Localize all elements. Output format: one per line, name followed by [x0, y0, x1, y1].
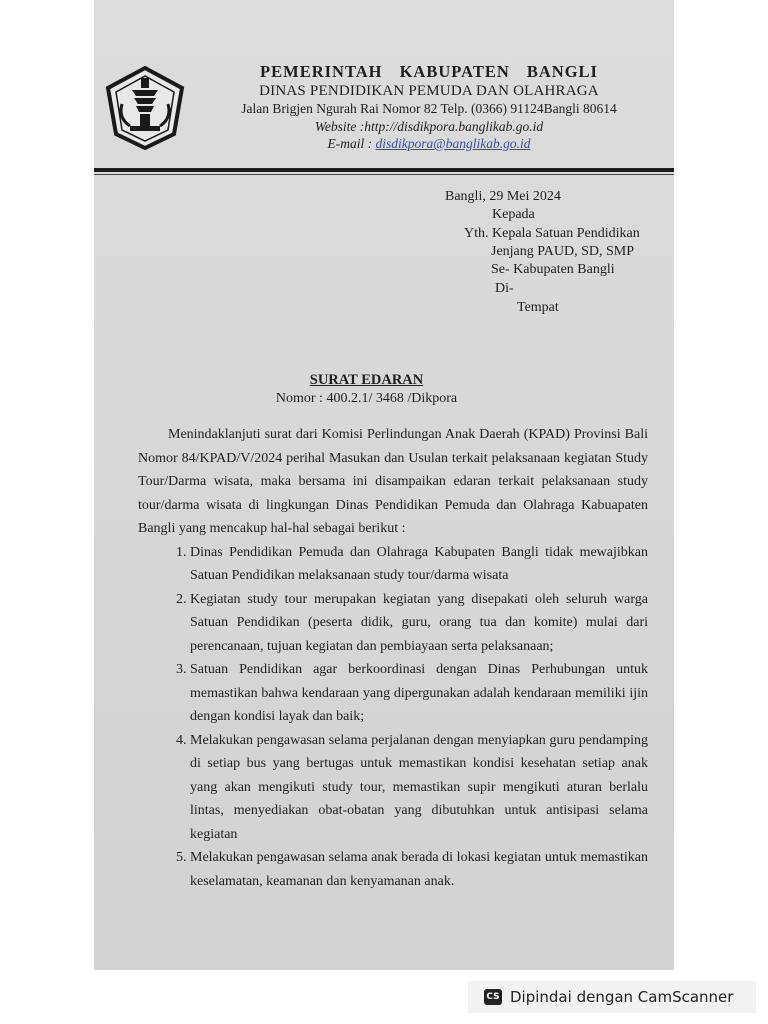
letter-body	[138, 423, 648, 893]
addressee-yth: Yth. Kepala Satuan Pendidikan	[464, 226, 640, 241]
letterhead-divider-thick	[94, 168, 674, 172]
email-link[interactable]: disdikpora@banglikab.go.id	[375, 136, 531, 151]
agency-name: DINAS PENDIDIKAN PEMUDA DAN OLAHRAGA	[259, 83, 599, 99]
circular-title-block	[94, 372, 639, 407]
circular-number: Nomor : 400.2.1/ 3468 /Dikpora	[275, 391, 458, 406]
addressee-region: Se- Kabupaten Bangli	[491, 262, 615, 277]
circular-heading: SURAT EDARAN	[309, 372, 424, 388]
list-item: 3. Satuan Pendidikan agar berkoordinasi dengan Dinas Perhubungan untuk memastikan bahwa kendaraan yang dipergunakan adalah kendaraan memiliki ijin dengan kondisi layak dan baik;	[190, 658, 648, 729]
camscanner-icon: CS	[484, 989, 502, 1005]
addressee-level: Jenjang PAUD, SD, SMP	[491, 244, 635, 259]
scanned-letter-page	[94, 0, 674, 970]
camscanner-watermark	[468, 981, 756, 1013]
bangli-regency-emblem-icon	[104, 64, 186, 150]
government-name: PEMERINTAH KABUPATEN BANGLI	[260, 62, 598, 81]
agency-email-line	[194, 135, 664, 152]
email-label: E-mail :	[327, 136, 376, 151]
letterhead	[194, 62, 664, 152]
list-item: 5. Melakukan pengawasan selama anak berada di lokasi kegiatan untuk memastikan keselamatan, keamanan dan kenyamanan anak.	[190, 846, 648, 893]
list-item: 2. Kegiatan study tour merupakan kegiatan yang disepakati oleh seluruh warga Satuan Pendidikan (peserta didik, guru, orang tua dan komite) mulai dari perencanaan, tujuan kegiatan dan pembiayaan serta pelaksanaan;	[190, 588, 648, 659]
points-list	[138, 541, 648, 894]
addressee-kepada: Kepada	[492, 207, 535, 222]
agency-website: Website :http://disdikpora.banglikab.go.id	[314, 119, 544, 134]
list-item: 1. Dinas Pendidikan Pemuda dan Olahraga Kabupaten Bangli tidak mewajibkan Satuan Pendidikan melaksanaan study tour/darma wisata	[190, 541, 648, 588]
letter-date: Bangli, 29 Mei 2024	[445, 189, 561, 204]
addressee-di: Di-	[495, 281, 514, 296]
agency-address: Jalan Brigjen Ngurah Rai Nomor 82 Telp. (0366) 91124Bangli 80614	[241, 101, 617, 116]
addressee-tempat: Tempat	[517, 300, 559, 315]
camscanner-label: Dipindai dengan CamScanner	[510, 988, 734, 1006]
intro-paragraph: Menindaklanjuti surat dari Komisi Perlindungan Anak Daerah (KPAD) Provinsi Bali Nomor 84/KPAD/V/2024 perihal Masukan dan Usulan terkait pelaksanaan kegiatan Study Tour/Darma wisata, maka bersama ini disampaikan edaran terkait pelaksanaan study tour/darma wisata di lingkungan Dinas Pendidikan Pemuda dan Olahraga Kabuapaten Bangli yang mencakup hal-hal sebagai berikut :	[138, 427, 648, 536]
letterhead-divider-thin	[94, 174, 674, 175]
list-item: 4. Melakukan pengawasan selama perjalanan dengan menyiapkan guru pendamping di setiap bus yang bertugas untuk memastikan kondisi kesehatan setiap anak yang akan mengikuti study tour, memastikan supir mengikuti aturan berlalu lintas, menyediakan obat-obatan yang dibutuhkan untuk antisipasi selama kegiatan	[190, 729, 648, 847]
